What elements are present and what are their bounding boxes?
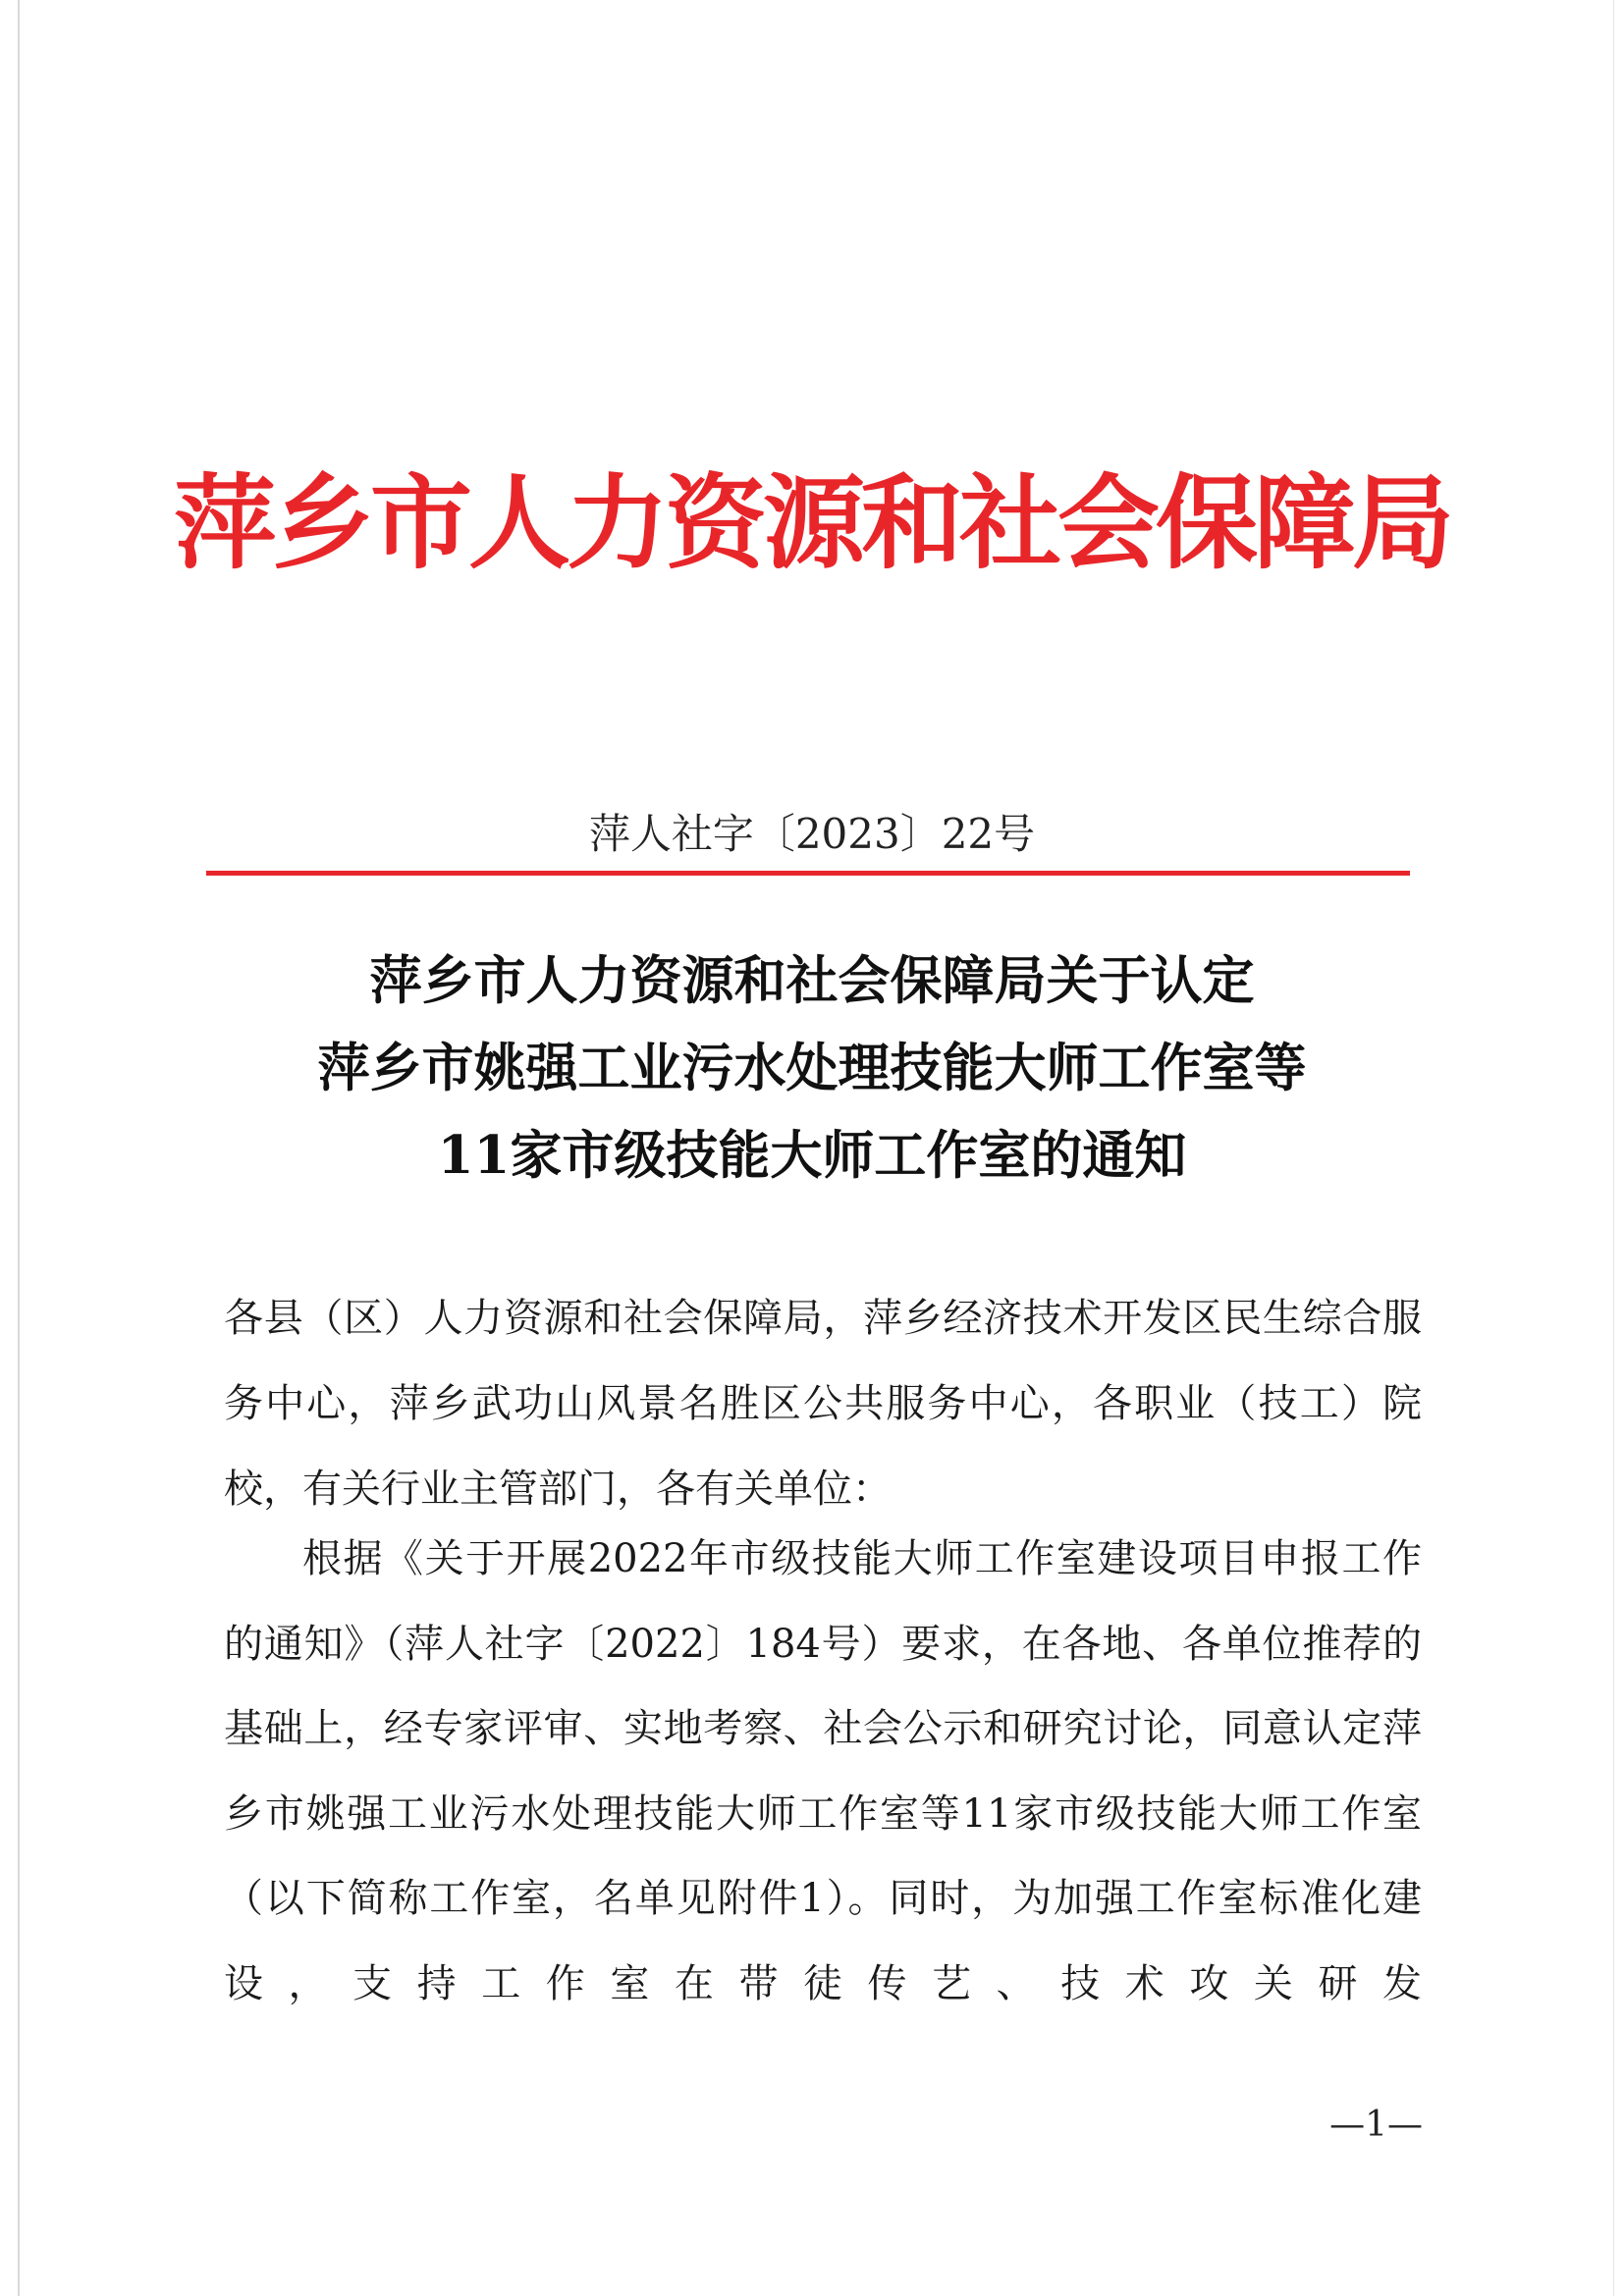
title-line-1: 萍乡市人力资源和社会保障局关于认定 [369, 950, 1255, 1011]
title-line-3: 11家市级技能大师工作室的通知 [437, 1125, 1187, 1186]
title-line-2: 萍乡市姚强工业污水处理技能大师工作室等 [317, 1038, 1307, 1098]
salutation-paragraph: 各县（区）人力资源和社会保障局，萍乡经济技术开发区民生综合服务中心，萍乡武功山风景名胜区公共服务中心，各职业（技工）院校，有关行业主管部门，各有关单位： [224, 1296, 1422, 1512]
document-title [0, 937, 1624, 1200]
issuer-header: 萍乡市人力资源和社会保障局 [173, 462, 1450, 583]
page-number: —1— [1329, 2105, 1423, 2145]
body-paragraph: 根据《关于开展2022年市级技能大师工作室建设项目申报工作的通知》（萍人社字〔2022〕184号）要求，在各地、各单位推荐的基础上，经专家评审、实地考察、社会公示和研究讨论，同意认定萍乡市姚强工业污水处理技能大师工作室等11家市级技能大师工作室（以下简称工作室，名单见附件1）。同时，为加强工作室标准化建设，支持工作室在带徒传艺、技术攻关研发 [224, 1536, 1422, 2006]
red-separator-line [206, 871, 1410, 876]
document-number: 萍人社字〔2023〕22号 [588, 810, 1036, 858]
